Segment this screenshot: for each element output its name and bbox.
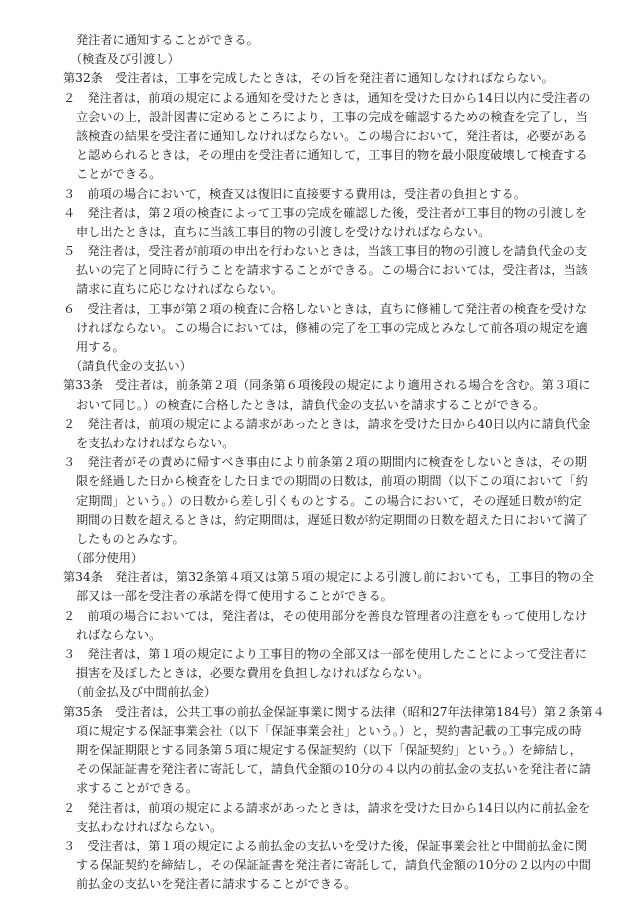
text-line: 求することができる。	[76, 781, 198, 796]
text-line: 前払金の支払いを発注者に請求することができる。	[76, 877, 357, 892]
clause-line: ２ 発注者は，前項の規定による請求があったときは，請求を受けた日から14日以内に前払金を	[63, 800, 591, 815]
clause-line: ３ 発注者は，第１項の規定により工事目的物の全部又は一部を使用したことによって受注者に	[63, 647, 588, 661]
text-line: おいて同じ。）の検査に合格したときは，請負代金の支払いを請求することができる。	[76, 397, 546, 412]
article-line: 第33条 受注者は，前条第２項（同条第６項後段の規定により適用される場合を含む。第３項に	[63, 378, 591, 393]
text-line: その保証証書を発注者に寄託して，請負代金額の10分の４以内の前払金の支払いを発注者に請	[76, 762, 591, 777]
article-line: 第32条 受注者は，工事を完成したときは，その旨を発注者に通知しなければならない。	[63, 71, 554, 86]
text-line: 支払わなければならない。	[76, 819, 223, 834]
section-heading: （検査及び引渡し）	[70, 52, 180, 67]
text-line: 損害を及ぼしたときは，必要な費用を負担しなければならない。	[76, 666, 430, 681]
clause-line: ３ 発注者がその責めに帰すべき事由により前条第２項の期間内に検査をしないときは，その期	[63, 455, 587, 470]
clause-line: ３ 受注者は，第１項の規定による前払金の支払いを受けた後，保証事業会社と中間前払金に関	[63, 838, 588, 853]
text-line: ければならない。この場合においては，修補の完了を工事の完成とみなして前各項の規定を適	[76, 320, 588, 335]
section-heading: （前金払及び中間前払金）	[70, 685, 217, 700]
text-line: 期を保証期限とする同条第５項に規定する保証契約（以下「保証契約」という。）を締結し，	[76, 742, 582, 757]
text-line: と認められるときは，その理由を受注者に通知して，工事目的物を最小限度破壊して検査する	[76, 148, 588, 163]
section-heading: （請負代金の支払い）	[70, 359, 192, 374]
section-heading: （部分使用）	[70, 551, 144, 566]
clause-line: ２ 発注者は，前項の規定による通知を受けたときは，通知を受けた日から14日以内に受注者の	[63, 90, 591, 105]
article-line: 第34条 発注者は，第32条第４項又は第５項の規定による引渡し前においても，工事目的物の全	[63, 570, 594, 585]
text-line: 発注者に通知することができる。	[76, 33, 259, 47]
clause-line: ６ 受注者は，工事が第２項の検査に合格しないときは，直ちに修補して発注者の検査を受けな	[63, 301, 588, 316]
text-line: 項に規定する保証事業会社（以下「保証事業会社」という。）と，契約書記載の工事完成の時	[76, 723, 582, 738]
clause-line: ４ 発注者は，第２項の検査によって工事の完成を確認した後，受注者が工事目的物の引渡しを	[63, 205, 588, 220]
text-line: ことができる。	[76, 167, 162, 182]
text-line: 用する。	[76, 340, 125, 354]
text-line: する保証契約を締結し，その保証証書を発注者に寄託して，請負代金額の10分の２以内の中間	[76, 858, 591, 873]
text-line: を支払わなければならない。	[76, 435, 235, 450]
text-line: したものとみなす。	[76, 531, 185, 546]
text-line: 限を経過した日から検査をした日までの期間の日数は，前項の期間（以下この項において「約	[76, 474, 588, 489]
text-line: 請求に直ちに応じなければならない。	[76, 282, 284, 297]
clause-line: ２ 発注者は，前項の規定による請求があったときは，請求を受けた日から40日以内に請負代金	[63, 416, 591, 431]
text-line: 申し出たときは，直ちに当該工事目的物の引渡しを受けなければならない。	[76, 224, 491, 239]
article-line: 第35条 受注者は，公共工事の前払金保証事業に関する法律（昭和27年法律第184号）第２条第４	[63, 704, 605, 719]
clause-line: ３ 前項の場合において，検査又は復旧に直接要する費用は，受注者の負担とする。	[63, 186, 526, 201]
clause-line: ２ 前項の場合においては，発注者は，その使用部分を善良な管理者の注意をもって使用しなけ	[63, 608, 588, 623]
text-line: 立会いの上，設計図書に定めるところにより，工事の完成を確認するための検査を完了し，当	[76, 109, 588, 124]
text-line: 該検査の結果を受注者に通知しなければならない。この場合において，発注者は，必要がある	[76, 128, 588, 143]
clause-line: ５ 発注者は，受注者が前項の申出を行わないときは，当該工事目的物の引渡しを請負代金の支	[63, 244, 588, 259]
text-line: 期間の日数を超えるときは，約定期間は，遅延日数が約定期間の日数を超えた日において満了	[76, 512, 588, 527]
text-line: ればならない。	[76, 627, 162, 642]
text-line: 払いの完了と同時に行うことを請求することができる。この場合においては，受注者は，当該	[76, 263, 588, 278]
text-line: 定期間」という。）の日数から差し引くものとする。この場合において，その遅延日数が約定	[76, 493, 582, 508]
text-line: 部又は一部を受注者の承諾を得て使用することができる。	[76, 589, 393, 604]
